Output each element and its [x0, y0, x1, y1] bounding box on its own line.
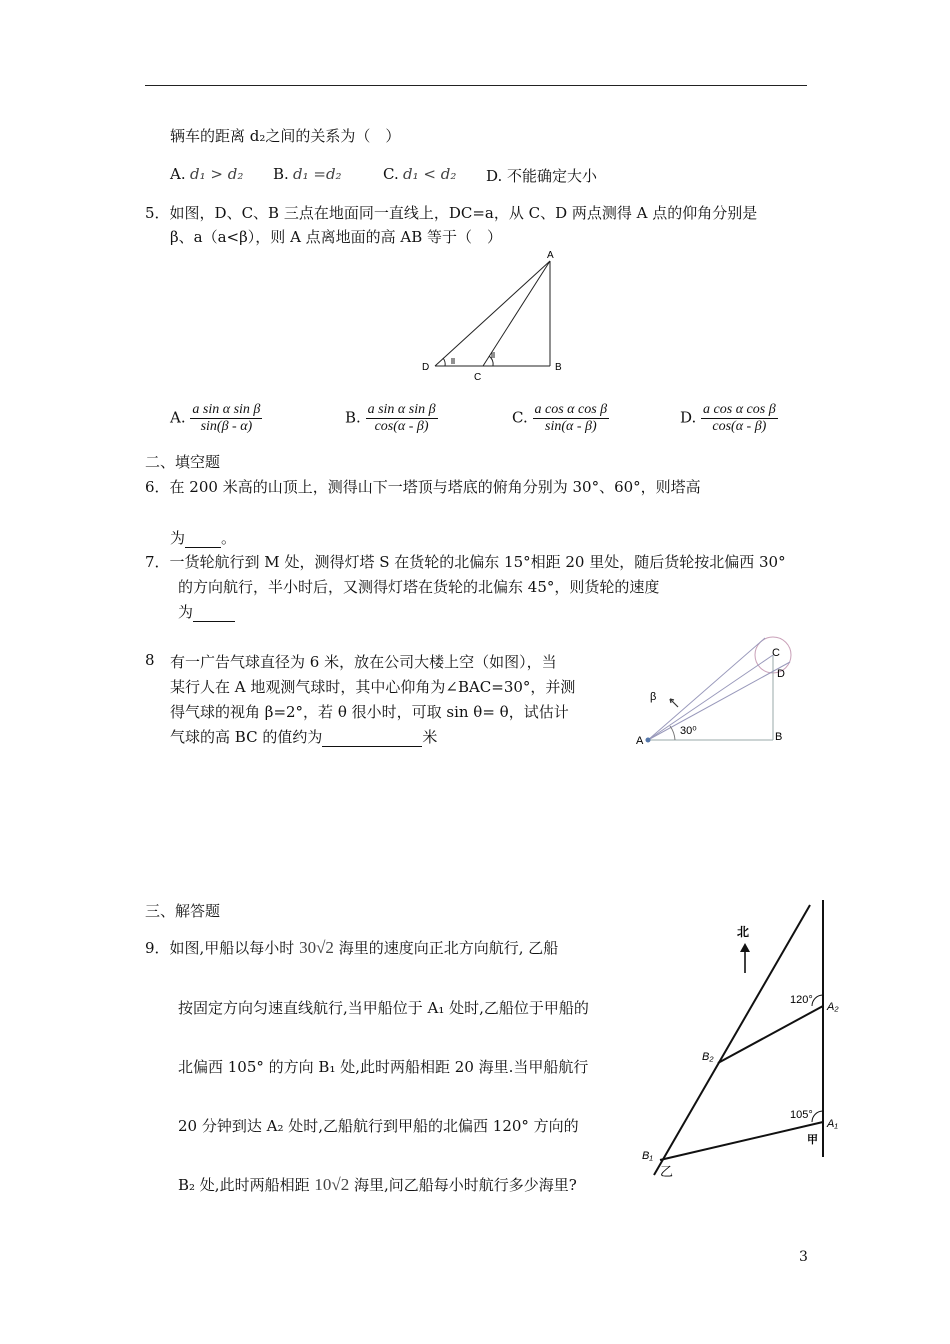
q5-option-c: C. $\frac{\text{a cos α cos β}}{\sin(\alpha - \beta)}$ [512, 402, 608, 434]
segment-a1b1 [660, 1122, 823, 1160]
q9-line2: 按固定方向匀速直线航行,当甲船位于 A₁ 处时,乙船位于甲船的 [178, 999, 589, 1017]
q5-option-a: A. $\frac{\text{a sin α sin β}}{\sin(\beta - \alpha)}$ [170, 402, 261, 434]
beta-arrow [670, 699, 678, 707]
q8-figure [630, 630, 800, 755]
line-ac [648, 655, 773, 740]
q7-line3: 为 [178, 601, 235, 622]
q5-option-d: D. $\frac{\text{a cos α cos β}}{\cos(\alpha - \beta)}$ [680, 402, 776, 434]
q6-line2: 为 。 [170, 529, 237, 547]
page-number: 3 [799, 1249, 808, 1265]
angle-30-arc [670, 726, 675, 740]
label-b2: B₂ [702, 1051, 714, 1063]
q4-option-c: d₁ < d₂ [403, 165, 457, 183]
q9-line3: 北偏西 105° 的方向 B₁ 处,此时两船相距 20 海里.当甲船航行 [178, 1058, 589, 1076]
q9-line4: 20 分钟到达 A₂ 处时,乙船航行到甲船的北偏西 120° 方向的 [178, 1117, 579, 1135]
label-105: 105° [790, 1109, 813, 1121]
q9-line5: B₂ 处,此时两船相距 10√2 海里,问乙船每小时航行多少海里? [178, 1175, 577, 1194]
label-a: A [636, 735, 644, 747]
q9-figure [630, 895, 840, 1195]
q8-blank [322, 728, 422, 747]
q7-line2: 的方向航行，半小时后，又测得灯塔在货轮的北偏东 45°，则货轮的速度 [178, 578, 660, 596]
label-jia: 甲 [807, 1134, 818, 1146]
q6-line1: 6．在 200 米高的山顶上，测得山下一塔顶与塔底的俯角分别为 30°、60°，则塔高 [145, 478, 701, 496]
q9-line1: 9．如图,甲船以每小时 30√2 海里的速度向正北方向航行, 乙船 [145, 938, 559, 957]
q4-option-b-label: B. [273, 165, 289, 183]
q5-line2: β、a（a<β），则 A 点离地面的高 AB 等于（ ） [170, 228, 503, 246]
label-c: C [772, 647, 780, 659]
q4-option-d: D. 不能确定大小 [486, 167, 598, 185]
north-arrowhead [740, 943, 750, 952]
q8-number: 8 [145, 651, 155, 669]
label-c: C [474, 372, 482, 383]
angle-d-arc [443, 358, 445, 366]
tangent-upper [648, 638, 765, 740]
q5-option-b: B. $\frac{\text{a sin α sin β}}{\cos(\alpha - \beta)}$ [345, 402, 436, 434]
label-a1: A₁ [827, 1118, 838, 1130]
angle-c-arc [489, 356, 493, 366]
angle-105-arc [812, 1111, 823, 1122]
q4-option-c-label: C. [383, 165, 399, 183]
q4-option-a: d₁ > d₂ [190, 165, 244, 183]
label-b: B [555, 362, 562, 373]
tangent-lower [648, 662, 790, 740]
q5-figure [415, 246, 575, 386]
q8-line4: 气球的高 BC 的值约为 米 [170, 728, 438, 746]
label-b: B [775, 731, 783, 743]
label-a: A [547, 250, 554, 261]
segment-a2b2 [718, 1006, 823, 1063]
label-yi: 乙 [660, 1164, 674, 1179]
label-30: 30⁰ [680, 725, 697, 737]
label-d: D [777, 668, 785, 680]
label-d: D [422, 362, 430, 373]
q8-line3: 得气球的视角 β=2°，若 θ 很小时，可取 sin θ= θ，试估计 [170, 703, 569, 721]
course-line [654, 905, 810, 1175]
q8-line2: 某行人在 A 地观测气球时，其中心仰角为∠BAC=30°，并测 [170, 678, 576, 696]
q6-blank [185, 529, 221, 548]
q8-line1: 有一广告气球直径为 6 米，放在公司大楼上空（如图），当 [170, 653, 557, 671]
angle-120-arc [812, 995, 823, 1006]
section-solve: 三、解答题 [145, 902, 221, 920]
q5-line1: 5．如图，D、C、B 三点在地面同一直线上，DC=a，从 C、D 两点测得 A 点的仰角分别是 [145, 204, 758, 222]
q4-tail: 辆车的距离 d₂之间的关系为（ ） [170, 127, 401, 145]
q4-option-a-label: A. [170, 165, 186, 183]
label-beta: β [650, 691, 657, 703]
q9-distance: 10√2 [314, 1175, 350, 1194]
section-fill-in: 二、填空题 [145, 453, 221, 471]
q7-line1: 7．一货轮航行到 M 处，测得灯塔 S 在货轮的北偏东 15°相距 20 里处，随后货轮按北偏西 30° [145, 553, 786, 571]
header-rule [145, 85, 807, 86]
q7-blank [193, 603, 235, 622]
label-north: 北 [737, 925, 750, 939]
point-a [646, 738, 651, 743]
label-120: 120° [790, 994, 813, 1006]
label-a2: A₂ [827, 1001, 839, 1013]
q9-speed: 30√2 [299, 938, 334, 957]
label-b1: B₁ [642, 1150, 653, 1162]
q4-option-b: d₁ =d₂ [293, 165, 342, 183]
